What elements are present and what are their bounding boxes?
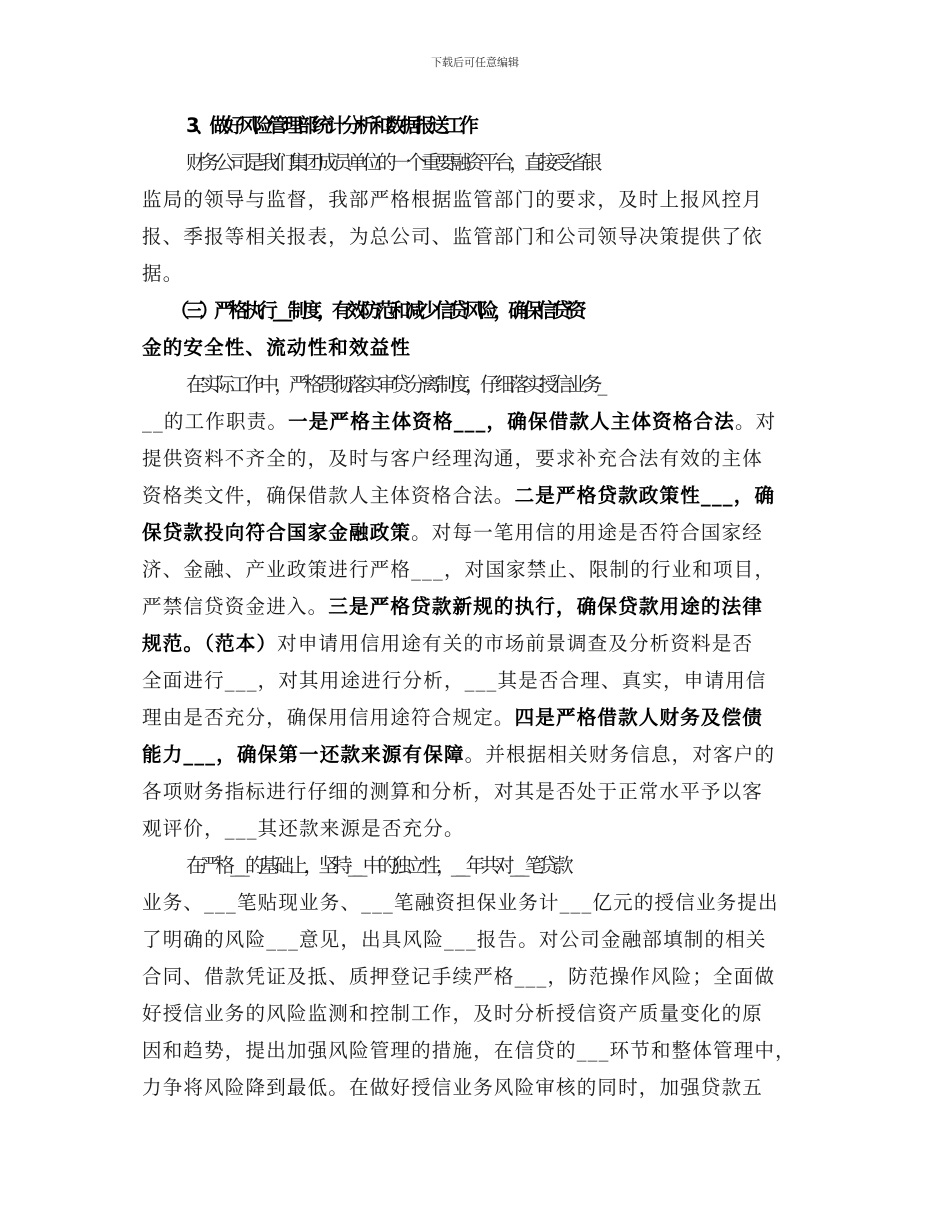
subsection-heading: （三）严格执行___制度，有效防范和减少信贷风险，确保信贷资 (170, 299, 582, 322)
bold-text-run: 保贷款投向符合国家金融政策 (142, 521, 412, 544)
subsection-heading: 金的安全性、流动性和效益性 (142, 336, 412, 359)
text-run: __的工作职责。 (142, 410, 289, 433)
paragraph-line: 观评价，___其还款来源是否充分。 (142, 817, 465, 840)
text-run: 对申请用信用途有关的市场前景调查及分析资料是否 (277, 632, 754, 655)
paragraph-line: 济、金融、产业政策进行严格___，对国家禁止、限制的行业和项目， (142, 558, 776, 581)
paragraph-line: 各项财务指标进行仔细的测算和分析，对其是否处于正常水平予以客 (142, 780, 764, 803)
bold-text-run: 二是严格贷款政策性___，确 (514, 484, 776, 507)
text-run: 。并根据相关财务信息，对客户的 (464, 743, 776, 766)
paragraph-line (142, 517, 822, 549)
paragraph-line: 提供资料不齐全的，及时与客户经理沟通，要求补充合法有效的主体 (142, 447, 764, 470)
paragraph-line: 了明确的风险___意见，出具风险___报告。对公司金融部填制的相关 (142, 928, 767, 951)
paragraph-line (142, 739, 822, 771)
text-run: 。对 (734, 410, 777, 433)
paragraph-line: 业务、___笔贴现业务、___笔融资担保业务计___亿元的授信业务提出 (142, 891, 779, 914)
bold-text-run: 三是严格贷款新规的执行，确保贷款用途的法律 (328, 595, 764, 618)
paragraph-line: 报、季报等相关报表，为总公司、监管部门和公司领导决策提供了依 (142, 225, 764, 248)
text-run: 理由是否充分，确保用信用途符合规定。 (142, 706, 515, 729)
text-run: 资格类文件，确保借款人主体资格合法。 (142, 484, 515, 507)
page-header: 下载后可任意编辑 (431, 56, 519, 69)
paragraph-line: 在实际工作中，严格贯彻落实审贷分离制度，仔细落实授信业务_ (186, 373, 603, 396)
paragraph-line (142, 406, 822, 438)
bold-text-run: 规范。（范本） (142, 632, 278, 655)
paragraph-line (142, 591, 822, 623)
paragraph-line (142, 480, 822, 512)
paragraph-line: 力争将风险降到最低。在做好授信业务风险审核的同时，加强贷款五 (142, 1076, 764, 1099)
paragraph-line: 合同、借款凭证及抵、质押登记手续严格___，防范操作风险；全面做 (142, 965, 776, 988)
bold-text-run: 四是严格借款人财务及偿债 (514, 706, 764, 729)
text-run: 。对每一笔用信的用途是否符合国家经 (411, 521, 764, 544)
paragraph-line: 监局的领导与监督，我部严格根据监管部门的要求，及时上报风控月 (142, 188, 764, 211)
paragraph-line (142, 702, 822, 734)
paragraph-line: 全面进行___，对其用途进行分析，___其是否合理、真实，申请用信 (142, 669, 767, 692)
bold-text-run: 能力___，确保第一还款来源有保障 (142, 743, 465, 766)
text-run: 严禁信贷资金进入。 (142, 595, 329, 618)
section-heading: 3、做好风险管理部统计分析和数据报送工作 (186, 114, 475, 137)
paragraph-line: 因和趋势，提出加强风险管理的措施，在信贷的___环节和整体管理中， (142, 1039, 796, 1062)
bold-text-run: 一是严格主体资格___，确保借款人主体资格合法 (288, 410, 735, 433)
paragraph-line: 好授信业务的风险监测和控制工作，及时分析授信资产质量变化的原 (142, 1002, 764, 1025)
paragraph-line: 财务公司是我们集团成员单位的一个重要融资平台，直接受省银 (186, 151, 598, 174)
paragraph-line: 据。 (142, 262, 184, 285)
paragraph-line (142, 628, 822, 660)
paragraph-line: 在严格___的基础上，坚持___中的独立性，___年共对___笔贷款 (186, 854, 569, 877)
